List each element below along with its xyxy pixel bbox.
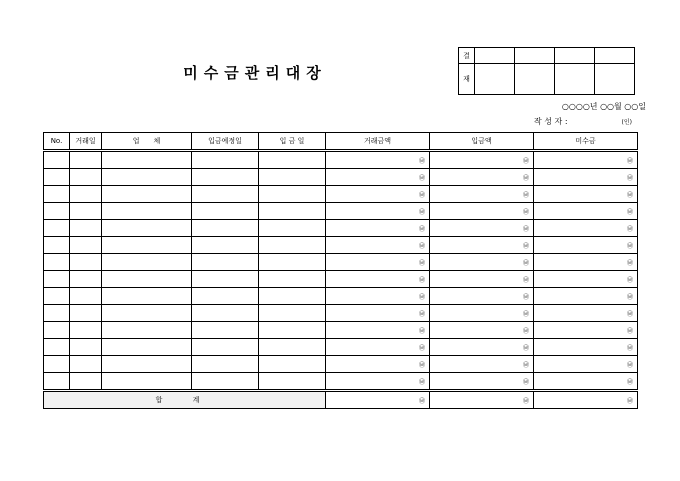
expected-deposit-date-cell[interactable] [192,220,259,237]
trade-date-cell[interactable] [70,169,102,186]
table-row [44,373,638,391]
company-cell[interactable] [102,305,192,322]
trade-date-cell[interactable] [70,151,102,169]
total-deposit-amount-cell[interactable]: ㉥ [430,391,534,409]
expected-deposit-date-cell[interactable] [192,288,259,305]
no-cell[interactable] [44,186,70,203]
no-cell[interactable] [44,220,70,237]
expected-deposit-date-cell[interactable] [192,271,259,288]
seal-mark: (인) [621,119,632,126]
col-header-expected-deposit-date: 입금예정일 [192,133,259,151]
trade-amount-cell[interactable]: ㉥ [326,305,430,322]
trade-date-cell[interactable] [70,339,102,356]
approval-sign-title-2 [515,48,555,64]
receivable-cell[interactable]: ㉥ [534,271,638,288]
company-cell[interactable] [102,288,192,305]
writer-label: 작 성 자 : [534,117,568,126]
company-cell[interactable] [102,254,192,271]
trade-date-cell[interactable] [70,356,102,373]
table-row [44,254,638,271]
trade-amount-cell[interactable]: ㉥ [326,151,430,169]
company-cell[interactable] [102,169,192,186]
trade-amount-cell[interactable]: ㉥ [326,186,430,203]
deposit-amount-cell[interactable]: ㉥ [430,186,534,203]
company-cell[interactable] [102,322,192,339]
expected-deposit-date-cell[interactable] [192,305,259,322]
deposit-amount-cell[interactable]: ㉥ [430,288,534,305]
company-cell[interactable] [102,271,192,288]
deposit-amount-cell[interactable]: ㉥ [430,151,534,169]
no-cell[interactable] [44,169,70,186]
ledger-header-row [44,133,638,151]
receivable-cell[interactable]: ㉥ [534,151,638,169]
table-row [44,203,638,220]
trade-date-cell[interactable] [70,305,102,322]
deposit-amount-cell[interactable]: ㉥ [430,322,534,339]
table-row [44,151,638,169]
company-cell[interactable] [102,203,192,220]
trade-date-cell[interactable] [70,373,102,391]
no-cell[interactable] [44,322,70,339]
expected-deposit-date-cell[interactable] [192,339,259,356]
receivable-cell[interactable]: ㉥ [534,356,638,373]
table-row [44,271,638,288]
deposit-amount-cell[interactable]: ㉥ [430,220,534,237]
deposit-amount-cell[interactable]: ㉥ [430,356,534,373]
trade-amount-cell[interactable]: ㉥ [326,169,430,186]
receivable-cell[interactable]: ㉥ [534,220,638,237]
document-date: ○○○○년 ○○월 ○○일 [561,102,646,111]
receivable-cell[interactable]: ㉥ [534,203,638,220]
deposit-amount-cell[interactable]: ㉥ [430,339,534,356]
deposit-amount-cell[interactable]: ㉥ [430,254,534,271]
receivable-cell[interactable]: ㉥ [534,254,638,271]
no-cell[interactable] [44,305,70,322]
approval-sign-cell-2 [515,64,555,95]
company-cell[interactable] [102,186,192,203]
trade-date-cell[interactable] [70,237,102,254]
trade-amount-cell[interactable]: ㉥ [326,322,430,339]
writer-line [534,116,646,127]
company-cell[interactable] [102,373,192,391]
deposit-date-cell[interactable] [259,305,326,322]
trade-amount-cell[interactable]: ㉥ [326,220,430,237]
receivable-cell[interactable]: ㉥ [534,169,638,186]
receivables-ledger-table [43,132,638,409]
table-row [44,322,638,339]
no-cell[interactable] [44,373,70,391]
trade-date-cell[interactable] [70,220,102,237]
expected-deposit-date-cell[interactable] [192,356,259,373]
table-row [44,288,638,305]
receivable-cell[interactable]: ㉥ [534,288,638,305]
expected-deposit-date-cell[interactable] [192,186,259,203]
deposit-date-cell[interactable] [259,356,326,373]
total-receivable-cell[interactable]: ㉥ [534,391,638,409]
deposit-date-cell[interactable] [259,254,326,271]
receivable-cell[interactable]: ㉥ [534,339,638,356]
trade-date-cell[interactable] [70,203,102,220]
trade-amount-cell[interactable]: ㉥ [326,271,430,288]
expected-deposit-date-cell[interactable] [192,169,259,186]
deposit-amount-cell[interactable]: ㉥ [430,373,534,391]
col-header-no: No. [44,133,70,151]
table-row [44,356,638,373]
document-title: 미수금관리대장 [183,64,327,82]
deposit-date-cell[interactable] [259,220,326,237]
trade-date-cell[interactable] [70,288,102,305]
trade-date-cell[interactable] [70,271,102,288]
col-header-company: 업 체 [102,133,192,151]
deposit-date-cell[interactable] [259,271,326,288]
approval-sign-title-4 [595,48,635,64]
trade-amount-cell[interactable]: ㉥ [326,237,430,254]
deposit-date-cell[interactable] [259,186,326,203]
deposit-amount-cell[interactable]: ㉥ [430,169,534,186]
no-cell[interactable] [44,151,70,169]
expected-deposit-date-cell[interactable] [192,203,259,220]
trade-date-cell[interactable] [70,254,102,271]
receivable-cell[interactable]: ㉥ [534,305,638,322]
no-cell[interactable] [44,271,70,288]
expected-deposit-date-cell[interactable] [192,373,259,391]
deposit-amount-cell[interactable]: ㉥ [430,271,534,288]
table-row [44,339,638,356]
company-cell[interactable] [102,339,192,356]
deposit-date-cell[interactable] [259,373,326,391]
col-header-deposit-amount: 입금액 [430,133,534,151]
col-header-trade-amount: 거래금액 [326,133,430,151]
table-row [44,220,638,237]
table-row [44,305,638,322]
no-cell[interactable] [44,237,70,254]
receivable-cell[interactable]: ㉥ [534,373,638,391]
company-cell[interactable] [102,356,192,373]
expected-deposit-date-cell[interactable] [192,254,259,271]
deposit-amount-cell[interactable]: ㉥ [430,305,534,322]
no-cell[interactable] [44,288,70,305]
deposit-amount-cell[interactable]: ㉥ [430,237,534,254]
approval-sign-title-1 [475,48,515,64]
col-header-deposit-date: 입 금 일 [259,133,326,151]
deposit-date-cell[interactable] [259,203,326,220]
ledger-total-row [44,391,638,409]
no-cell[interactable] [44,203,70,220]
deposit-date-cell[interactable] [259,322,326,339]
no-cell[interactable] [44,356,70,373]
approval-label-top: 결 [459,48,475,64]
receivable-cell[interactable]: ㉥ [534,237,638,254]
no-cell[interactable] [44,254,70,271]
trade-amount-cell[interactable]: ㉥ [326,203,430,220]
approval-sign-cell-3 [555,64,595,95]
expected-deposit-date-cell[interactable] [192,237,259,254]
expected-deposit-date-cell[interactable] [192,322,259,339]
expected-deposit-date-cell[interactable] [192,151,259,169]
approval-label-bottom: 재 [459,64,475,95]
trade-date-cell[interactable] [70,186,102,203]
trade-amount-cell[interactable]: ㉥ [326,339,430,356]
approval-sign-title-3 [555,48,595,64]
deposit-amount-cell[interactable]: ㉥ [430,203,534,220]
deposit-date-cell[interactable] [259,237,326,254]
table-row [44,237,638,254]
trade-amount-cell[interactable]: ㉥ [326,254,430,271]
approval-sign-cell-1 [475,64,515,95]
trade-amount-cell[interactable]: ㉥ [326,288,430,305]
ledger-body [44,151,638,391]
trade-date-cell[interactable] [70,322,102,339]
company-cell[interactable] [102,151,192,169]
deposit-date-cell[interactable] [259,288,326,305]
no-cell[interactable] [44,339,70,356]
trade-amount-cell[interactable]: ㉥ [326,373,430,391]
col-header-receivable: 미수금 [534,133,638,151]
total-trade-amount-cell[interactable]: ㉥ [326,391,430,409]
receivable-cell[interactable]: ㉥ [534,186,638,203]
deposit-date-cell[interactable] [259,151,326,169]
trade-amount-cell[interactable]: ㉥ [326,356,430,373]
company-cell[interactable] [102,237,192,254]
company-cell[interactable] [102,220,192,237]
receivable-cell[interactable]: ㉥ [534,322,638,339]
approval-box [458,47,635,95]
total-label: 합 계 [44,391,326,409]
deposit-date-cell[interactable] [259,339,326,356]
col-header-trade-date: 거래일 [70,133,102,151]
table-row [44,169,638,186]
deposit-date-cell[interactable] [259,169,326,186]
table-row [44,186,638,203]
approval-sign-cell-4 [595,64,635,95]
